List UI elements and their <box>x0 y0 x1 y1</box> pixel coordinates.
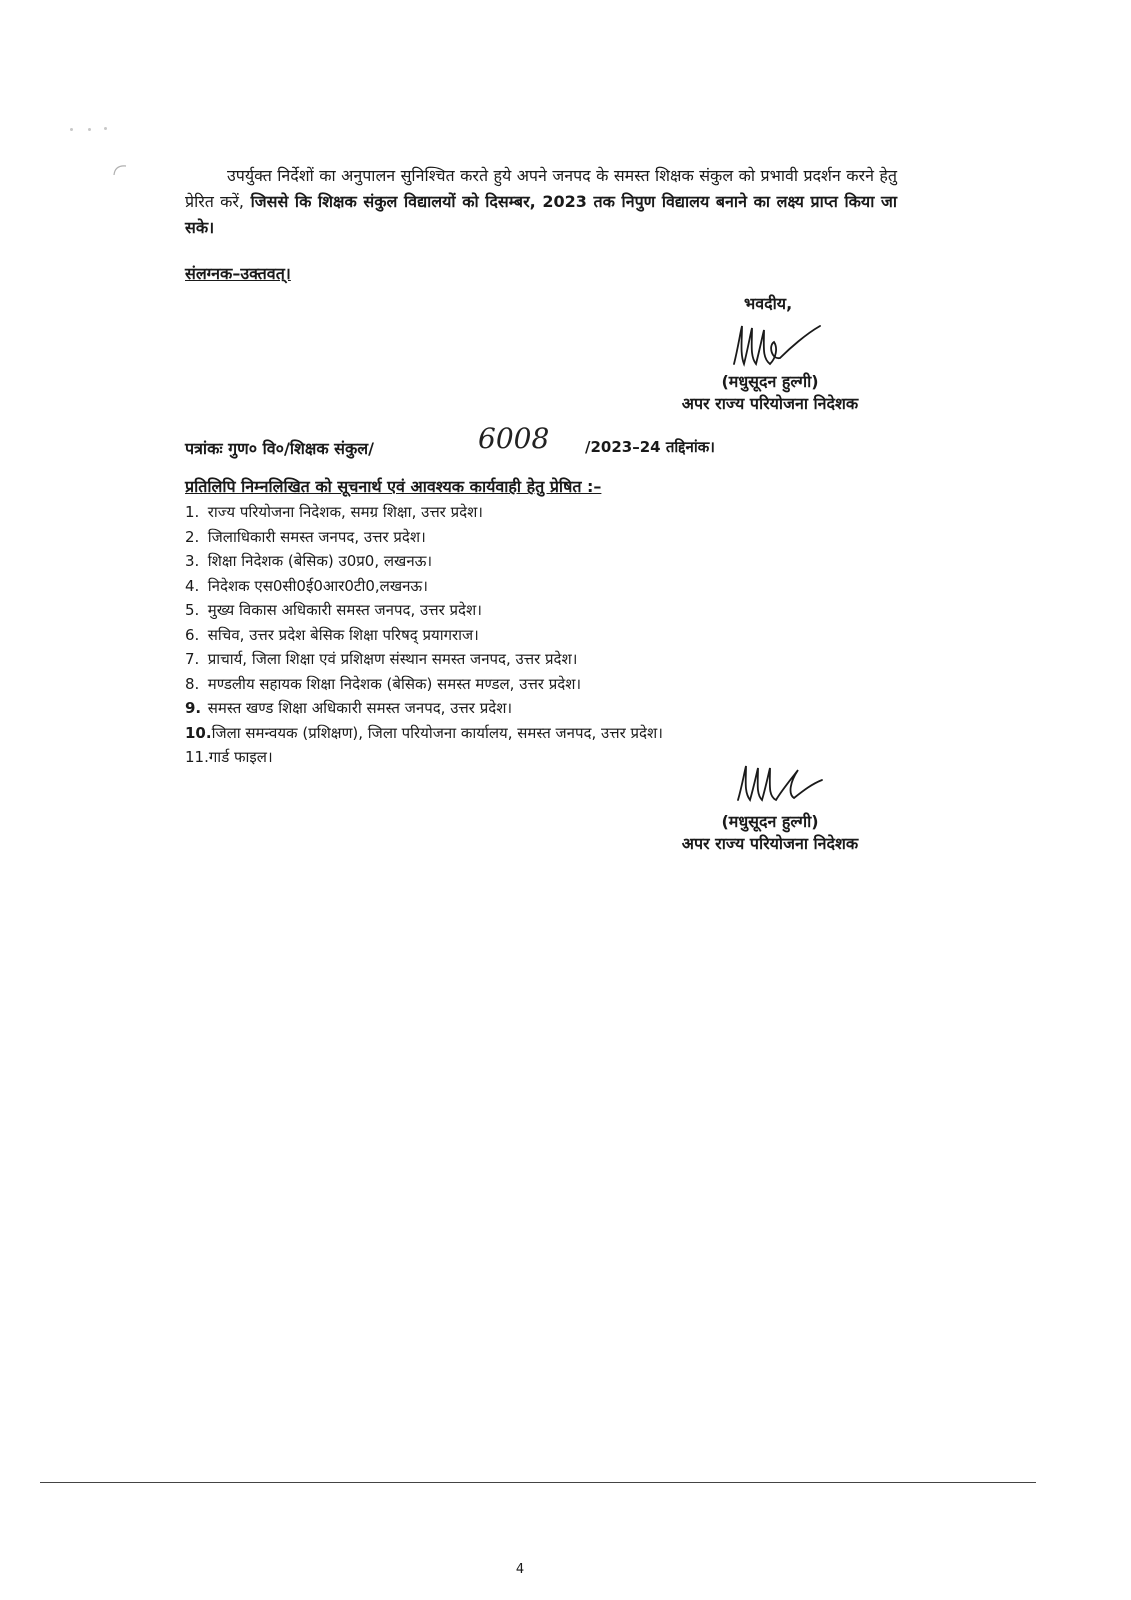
copy-list-number: 9. <box>185 699 202 717</box>
copy-list-item <box>185 623 663 648</box>
copy-heading: प्रतिलिपि निम्नलिखित को सूचनार्थ एवं आवश्यक कार्यवाही हेतु प्रेषित :– <box>185 477 602 496</box>
handwritten-reference-number <box>474 422 584 456</box>
copy-list-item <box>185 598 663 623</box>
copy-list-number: 1. <box>185 503 200 521</box>
copy-list-text: जिला समन्वयक (प्रशिक्षण), जिला परियोजना कार्यालय, समस्त जनपद, उत्तर प्रदेश। <box>211 723 663 742</box>
copy-list-number: 4. <box>185 576 200 595</box>
scan-speck <box>104 127 107 130</box>
copy-list-number: 8. <box>185 674 200 693</box>
signatory-block <box>640 370 900 414</box>
copy-list-text: समस्त खण्ड शिक्षा अधिकारी समस्त जनपद, उत्तर प्रदेश। <box>203 699 513 717</box>
copy-list-number: 11. <box>185 748 209 766</box>
handwritten-signature <box>728 318 824 372</box>
copy-list-item <box>185 500 663 525</box>
enclosure-note: संलग्नक–उक्तवत्। <box>185 264 291 283</box>
copy-list-number: 2. <box>185 527 200 546</box>
copy-list-text: शिक्षा निदेशक (बेसिक) उ0प्र0, लखनऊ। <box>203 552 433 570</box>
scan-speck <box>88 128 91 131</box>
copy-list <box>185 500 663 770</box>
instruction-paragraph <box>185 163 897 241</box>
reference-prefix: पत्रांकः गुण० वि०/शिक्षक संकुल/ <box>185 439 374 458</box>
copy-list-text: राज्य परियोजना निदेशक, समग्र शिक्षा, उत्तर प्रदेश। <box>203 503 483 521</box>
copy-list-item <box>185 574 663 599</box>
copy-list-item <box>185 696 663 721</box>
copy-list-number: 6. <box>185 625 200 644</box>
signatory-name: (मधुसूदन हुल्गी) <box>721 812 819 831</box>
paragraph-bold-text: जिससे कि शिक्षक संकुल विद्यालयों को दिसम्बर, 2023 तक निपुण विद्यालय बनाने का लक्ष्य प्राप्त किया जा सके। <box>185 192 898 237</box>
reference-suffix: /2023–24 तद्दिनांक। <box>585 438 715 456</box>
scan-speck <box>70 128 73 131</box>
copy-list-text: गार्ड फाइल। <box>208 748 273 766</box>
signatory-designation: अपर राज्य परियोजना निदेशक <box>681 394 859 413</box>
copy-list-text: मण्डलीय सहायक शिक्षा निदेशक (बेसिक) समस्त मण्डल, उत्तर प्रदेश। <box>203 674 582 693</box>
copy-list-item <box>185 647 663 672</box>
copy-list-text: निदेशक एस0सी0ई0आर0टी0,लखनऊ। <box>203 576 428 595</box>
handwritten-signature <box>732 760 824 808</box>
copy-list-number: 3. <box>185 552 200 570</box>
copy-list-text: सचिव, उत्तर प्रदेश बेसिक शिक्षा परिषद् प्रयागराज। <box>203 625 479 644</box>
signatory-block <box>640 810 900 854</box>
copy-list-number: 7. <box>185 650 200 668</box>
footer-rule <box>40 1482 1036 1483</box>
copy-list-item <box>185 549 663 574</box>
copy-list-text: मुख्य विकास अधिकारी समस्त जनपद, उत्तर प्रदेश। <box>203 601 482 619</box>
copy-list-item <box>185 525 663 550</box>
copy-list-text: प्राचार्य, जिला शिक्षा एवं प्रशिक्षण संस्थान समस्त जनपद, उत्तर प्रदेश। <box>203 650 578 668</box>
copy-list-item <box>185 721 663 746</box>
copy-list-number: 10. <box>185 723 212 742</box>
signatory-name: (मधुसूदन हुल्गी) <box>721 372 819 391</box>
punch-hole-mark <box>112 163 130 177</box>
copy-list-number: 5. <box>185 601 200 619</box>
copy-list-text: जिलाधिकारी समस्त जनपद, उत्तर प्रदेश। <box>203 527 426 546</box>
paragraph-normal-text: उपर्युक्त निर्देशों का अनुपालन सुनिश्चित करते हुये अपने जनपद के समस्त शिक्षक संकुल को प्रभावी प्रदर्शन करने हेतु प्रेरित करें, <box>185 166 897 211</box>
page-number: 4 <box>515 1562 525 1577</box>
signatory-designation: अपर राज्य परियोजना निदेशक <box>681 834 859 853</box>
copy-list-item <box>185 672 663 697</box>
copy-list-item <box>185 745 663 770</box>
closing-salutation: भवदीय, <box>744 294 793 313</box>
handwritten-number-text: 6008 <box>478 422 550 455</box>
